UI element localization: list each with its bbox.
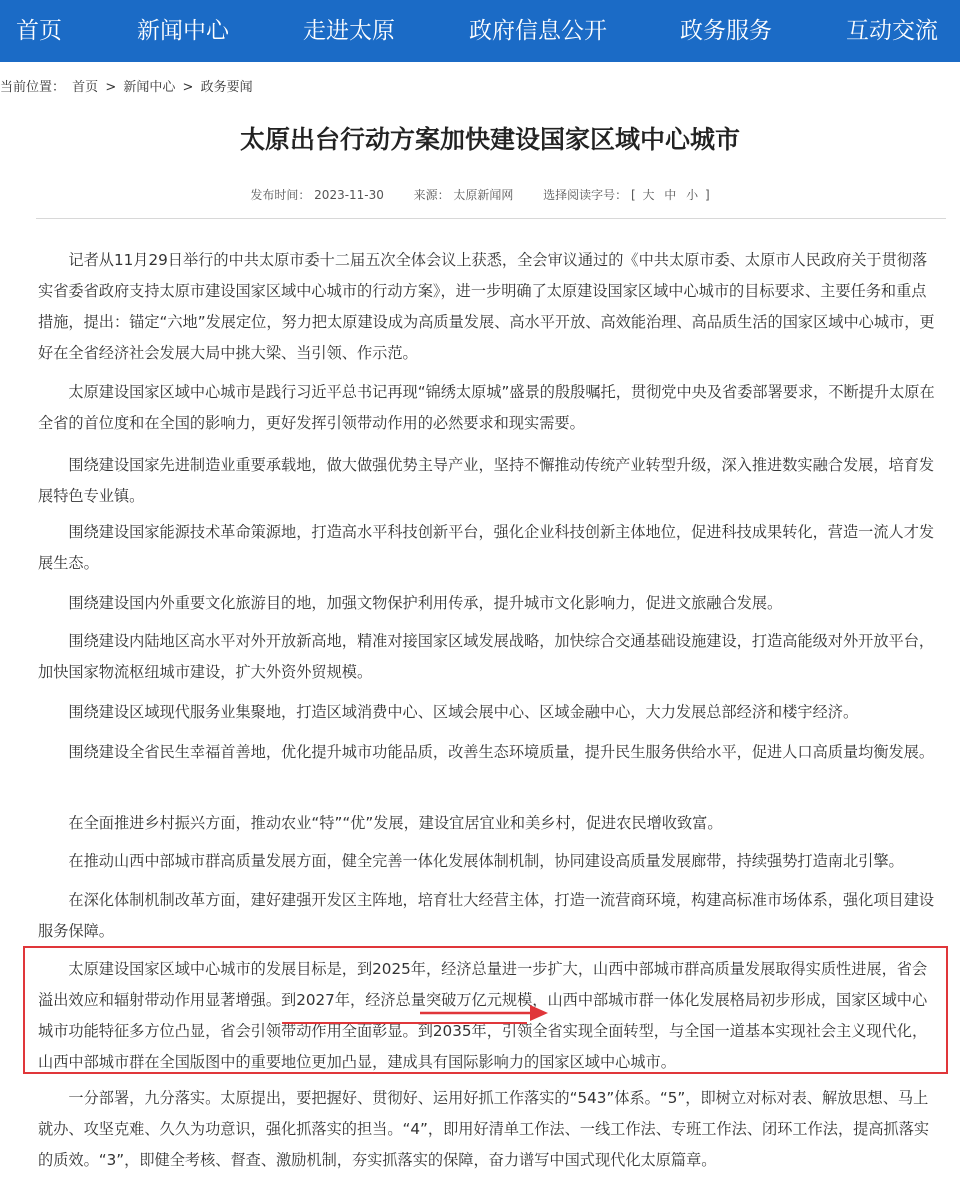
publish-label: 发布时间： — [250, 188, 311, 202]
nav-item-about-taiyuan[interactable]: 走进太原 — [303, 18, 395, 44]
article-paragraph: 在深化体制机制改革方面，建好建强开发区主阵地，培育壮大经营主体，打造一流营商环境，构建高标准市场体系，强化项目建设服务保障。 — [38, 891, 935, 940]
breadcrumb-news-link[interactable]: 新闻中心 — [123, 80, 176, 95]
arrow-right-icon — [420, 1003, 550, 1023]
nav-item-interaction[interactable]: 互动交流 — [846, 18, 938, 44]
article-paragraph: 记者从11月29日举行的中共太原市委十二届五次全体会议上获悉，全会审议通过的《中共太原市委、太原市人民政府关于贯彻落实省委省政府支持太原市建设国家区域中心城市的行动方案》，进一步明确了太原建设国家区域中心城市的目标要求、主要任务和重点措施，提出：锚定“六地”发展定位，努力把太原建设成为高质量发展、高水平开放、高效能治理、高品质生活的国家区域中心城市，更好在全省经济社会发展大局中挑大梁、当引领、作示范。 — [38, 251, 935, 362]
nav-item-news-center[interactable]: 新闻中心 — [137, 18, 229, 44]
article-title: 太原出台行动方案加快建设国家区域中心城市 — [239, 125, 740, 154]
bracket-open: [ — [630, 188, 636, 202]
article-paragraph: 围绕建设区域现代服务业集聚地，打造区域消费中心、区域会展中心、区域金融中心，大力发展总部经济和楼宇经济。 — [68, 703, 859, 721]
nav-item-gov-services[interactable]: 政务服务 — [680, 18, 772, 44]
source-label: 来源： — [413, 188, 450, 202]
source-name: 太原新闻网 — [453, 188, 514, 202]
article-paragraph: 一分部署，九分落实。太原提出，要把握好、贯彻好、运用好抓工作落实的“543”体系。“5”，即树立对标对表、解放思想、马上就办、攻坚克难、久久为功意识，强化抓落实的担当。“4”，即用好清单工作法、一线工作法、专班工作法、闭环工作法，提高抓落实的质效。“3”，即健全考核、督查、激励机制，夯实抓落实的保障，奋力谱写中国式现代化太原篇章。 — [38, 1089, 930, 1169]
breadcrumb-home-link[interactable]: 首页 — [72, 80, 99, 95]
article-paragraph: 围绕建设内陆地区高水平对外开放新高地，精准对接国家区域发展战略，加快综合交通基础设施建设，打造高能级对外开放平台，加快国家物流枢纽城市建设，扩大外资外贸规模。 — [38, 632, 935, 681]
font-size-small-button[interactable]: 小 — [686, 188, 699, 202]
font-size-large-button[interactable]: 大 — [642, 188, 655, 202]
article-paragraph: 围绕建设全省民生幸福首善地，优化提升城市功能品质，改善生态环境质量，提升民生服务供给水平，促进人口高质量均衡发展。 — [68, 743, 935, 761]
article-paragraph: 围绕建设国家先进制造业重要承载地，做大做强优势主导产业，坚持不懈推动传统产业转型升级，深入推进数实融合发展，培育发展特色专业镇。 — [38, 456, 935, 505]
article-paragraph: 围绕建设国家能源技术革命策源地，打造高水平科技创新平台，强化企业科技创新主体地位，促进科技成果转化，营造一流人才发展生态。 — [38, 523, 935, 572]
title-divider — [36, 218, 946, 219]
breadcrumb-current[interactable]: 政务要闻 — [200, 80, 253, 95]
breadcrumb-label: 当前位置： — [0, 80, 66, 95]
publish-date: 2023-11-30 — [314, 188, 384, 202]
article-paragraph: 在推动山西中部城市群高质量发展方面，健全完善一体化发展体制机制，协同建设高质量发展廊带，持续强势打造南北引擎。 — [68, 852, 904, 870]
article-paragraph: 在全面推进乡村振兴方面，推动农业“特”“优”发展，建设宜居宜业和美乡村，促进农民增收致富。 — [68, 814, 723, 832]
breadcrumb — [0, 76, 256, 95]
article-paragraph: 太原建设国家区域中心城市是践行习近平总书记再现“锦绣太原城”盛景的殷殷嘱托，贯彻党中央及省委部署要求，不断提升太原在全省的首位度和在全国的影响力，更好发挥引领带动作用的必然要求和现实需要。 — [38, 383, 935, 432]
top-nav — [0, 0, 960, 62]
highlighted-paragraph: 太原建设国家区域中心城市的发展目标是，到2025年，经济总量进一步扩大，山西中部城市群高质量发展取得实质性进展，省会溢出效应和辐射带动作用显著增强。到2027年，经济总量突破万亿元规模，山西中部城市群一体化发展格局初步形成，国家区域中心城市功能特征多方位凸显，省会引领带动作用全面彰显。到2035年，引领全省实现全面转型，与全国一道基本实现社会主义现代化，山西中部城市群在全国版图中的重要地位更加凸显，建成具有国际影响力的国家区域中心城市。 — [38, 960, 928, 1071]
article-meta — [0, 186, 960, 203]
font-size-medium-button[interactable]: 中 — [664, 188, 677, 202]
nav-item-home[interactable]: 首页 — [16, 18, 62, 44]
breadcrumb-separator: > — [105, 80, 117, 95]
font-size-label: 选择阅读字号： — [543, 188, 628, 202]
bracket-close: ] — [704, 188, 710, 202]
article-paragraph: 围绕建设国内外重要文化旅游目的地，加强文物保护利用传承，提升城市文化影响力，促进文旅融合发展。 — [68, 594, 783, 612]
breadcrumb-separator: > — [182, 80, 194, 95]
nav-item-gov-info[interactable]: 政府信息公开 — [469, 18, 607, 44]
